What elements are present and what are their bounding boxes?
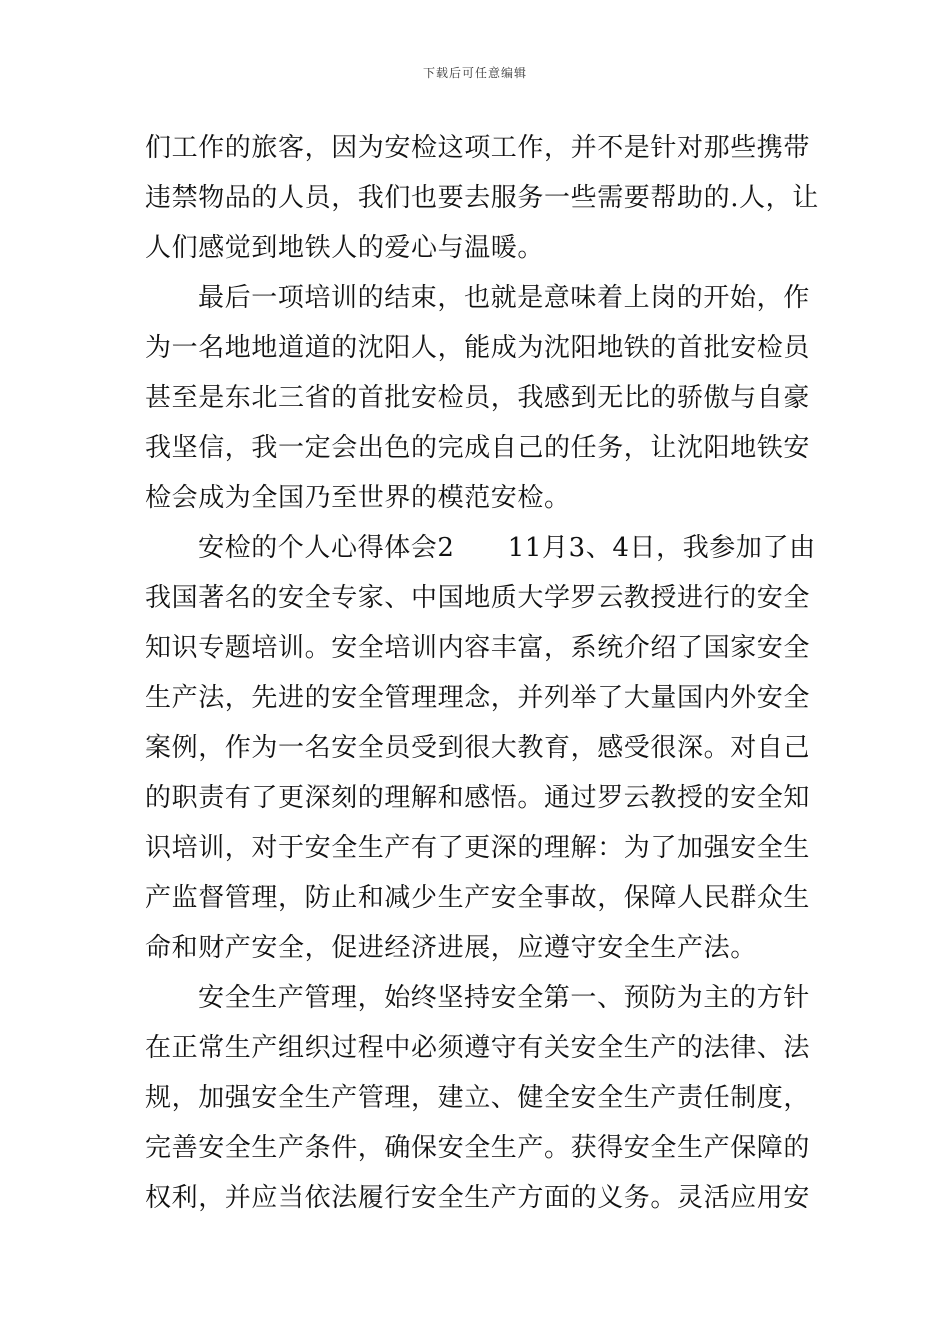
paragraph-start-line: 安检的个人心得体会2 11月3、4日，我参加了由 bbox=[198, 533, 816, 563]
text-line: 我国著名的安全专家、中国地质大学罗云教授进行的安全 bbox=[145, 583, 811, 613]
text-line: 检会成为全国乃至世界的模范安检。 bbox=[145, 483, 571, 513]
paragraph-start-line: 最后一项培训的结束，也就是意味着上岗的开始，作 bbox=[198, 283, 810, 313]
text-line: 命和财产安全，促进经济进展，应遵守安全生产法。 bbox=[145, 933, 757, 963]
text-line: 产监督管理，防止和减少生产安全事故，保障人民群众生 bbox=[145, 883, 811, 913]
text-line: 案例，作为一名安全员受到很大教育，感受很深。对自己 bbox=[145, 733, 811, 763]
text-line: 规，加强安全生产管理，建立、健全安全生产责任制度， bbox=[145, 1083, 811, 1113]
text-line: 违禁物品的人员，我们也要去服务一些需要帮助的.人，让 bbox=[145, 183, 819, 213]
text-line: 权利，并应当依法履行安全生产方面的义务。灵活应用安 bbox=[145, 1183, 811, 1213]
text-line: 在正常生产组织过程中必须遵守有关安全生产的法律、法 bbox=[145, 1033, 811, 1063]
text-line: 甚至是东北三省的首批安检员，我感到无比的骄傲与自豪 bbox=[145, 383, 811, 413]
text-line: 完善安全生产条件，确保安全生产。获得安全生产保障的 bbox=[145, 1133, 811, 1163]
text-line: 们工作的旅客，因为安检这项工作，并不是针对那些携带 bbox=[145, 133, 811, 163]
text-line: 生产法，先进的安全管理理念，并列举了大量国内外安全 bbox=[145, 683, 811, 713]
text-line: 知识专题培训。安全培训内容丰富，系统介绍了国家安全 bbox=[145, 633, 811, 663]
text-line: 的职责有了更深刻的理解和感悟。通过罗云教授的安全知 bbox=[145, 783, 811, 813]
paragraph-start-line: 安全生产管理，始终坚持安全第一、预防为主的方针 bbox=[198, 983, 810, 1013]
page-header: 下载后可任意编辑 bbox=[422, 66, 527, 80]
text-line: 为一名地地道道的沈阳人，能成为沈阳地铁的首批安检员 bbox=[145, 333, 811, 363]
text-line: 我坚信，我一定会出色的完成自己的任务，让沈阳地铁安 bbox=[145, 433, 811, 463]
text-line: 识培训，对于安全生产有了更深的理解：为了加强安全生 bbox=[145, 833, 811, 863]
text-line: 人们感觉到地铁人的爱心与温暖。 bbox=[145, 233, 545, 263]
